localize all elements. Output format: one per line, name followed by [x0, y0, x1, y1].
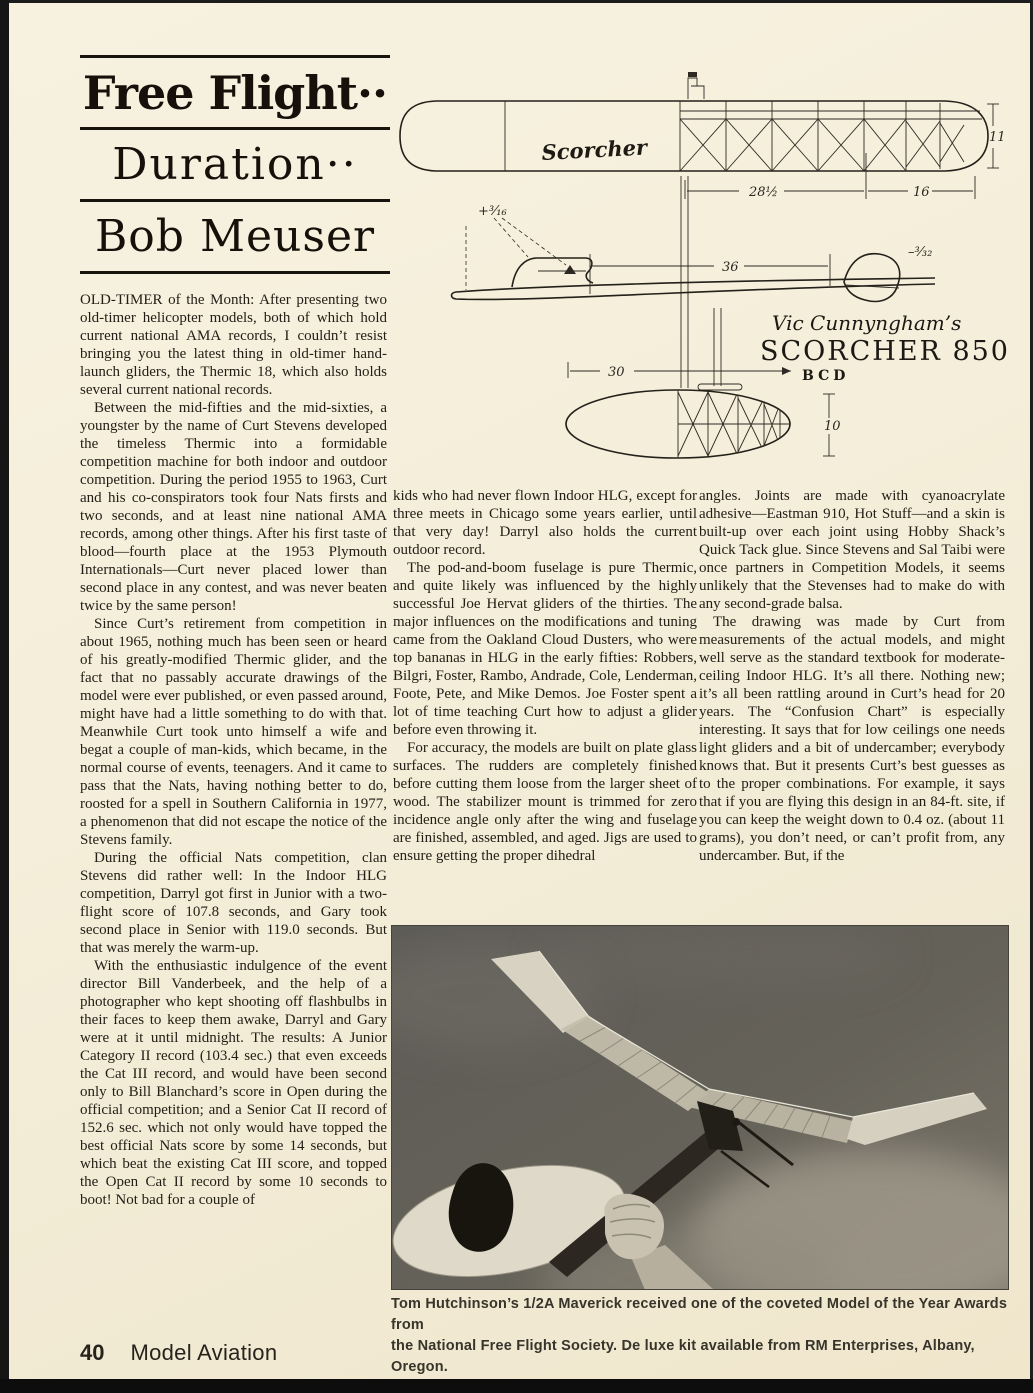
dimension-label-fin-incidence: –³⁄₃₂: [908, 245, 933, 260]
drawing-credit: Vic Cunnyngham’s: [772, 311, 962, 335]
dimension-label-fuselage-length: 36: [722, 260, 739, 275]
page-number: 40: [80, 1340, 105, 1365]
magazine-title: Model Aviation: [130, 1340, 278, 1365]
drawing-title: SCORCHER 850: [760, 336, 1010, 367]
photo-caption-line-2: the National Free Flight Society. De luxe kit available from RM Enterprises, Albany, Oregon.: [391, 1338, 975, 1375]
page-footer: [80, 1340, 277, 1366]
wing-name-script: Scorcher: [540, 134, 648, 165]
scan-edge-bottom: [0, 1379, 1033, 1393]
paragraph: With the enthusiastic indulgence of the event director Bill Vanderbeek, and the help of a photographer who kept shooting off flashbulbs in their faces to keep them awake, Darryl and Gary were at it until midnight. The results: A Junior Category II record (103.4 sec.) that even exceeds the Cat III record, and would have been second only to Bill Blanchard’s score in Open during the official competition; and a Senior Cat II record of 152.6 sec. which not only would have topped the best official Nats score by some 14 seconds, but which beat the existing Cat III score, and topped the Open Cat II record by some 10 seconds to boot! Not bad for a couple of: [80, 958, 387, 1208]
fin-outline: [844, 254, 900, 302]
stab-rib-truss: [678, 390, 790, 458]
paragraph: The drawing was made by Curt from measurements of the actual models, and might well serve as the standard textbook for moderate-ceiling Indoor HLG. It’s all there. Nothing new; it’s all been rattling around in Curt’s head for 20 years. The “Confusion Chart” is especially interesting. It says that for low ceilings one needs light gliders and a bit of undercamber; everybody knows that. But it presents Curt’s best guesses as to the proper combinations. For example, it says that if you are flying this design in an 84-ft. site, if you can keep the weight down to 0.4 oz. (about 11 grams), you don’t need, or can’t profit from, any undercamber. But, if the: [699, 614, 1005, 864]
hook-detail: [688, 72, 704, 99]
paragraph: During the official Nats competition, clan Stevens did rather well: In the Indoor HLG competition, Darryl got first in Junior with a two-flight score of 107.8 seconds, and Gary took second place in Senior with 119.0 seconds. But that was merely the warm-up.: [80, 850, 387, 956]
scan-edge-left: [0, 0, 9, 1393]
wing-plan-view: [400, 101, 988, 171]
masthead-author: Bob Meuser: [94, 211, 376, 262]
article-column-3: [699, 487, 1005, 923]
trim-arrow: [564, 265, 576, 274]
scan-edge-top: [0, 0, 1033, 3]
article-column-2: [393, 487, 697, 923]
dimension-label-stab-span: 30: [608, 365, 625, 380]
dimension-label-wing-chord: 11: [989, 130, 1006, 145]
scorcher-plan-drawing: [392, 68, 1010, 480]
masthead-line-2: Duration··: [112, 139, 358, 190]
paragraph: kids who had never flown Indoor HLG, except for three meets in Chicago some years earlier, until that very day! Darryl also holds the current outdoor record.: [393, 488, 697, 558]
paragraph: angles. Joints are made with cyanoacrylate adhesive—Eastman 910, Hot Stuff—and a skin is built-up over each joint using Hobby Shack’s Quick Tack glue. Since Stevens and Sal Taibi were once partners in Competition Models, it seems unlikely that the Stevenses had to make do with any second-grade balsa.: [699, 488, 1005, 612]
dimension-label-stab-chord: 10: [824, 419, 841, 434]
photo-caption-line-1: Tom Hutchinson’s 1/2A Maverick received one of the coveted Model of the Year Awards from: [391, 1296, 1008, 1333]
photo-caption: [391, 1294, 1009, 1378]
paragraph: Since Curt’s retirement from competition in about 1965, nothing much has been seen or heard of his greatly-modified Thermic glider, and the fact that no passably accurate drawings of the model were ever published, or even passed around, might have had a little something to do with that. Meanwhile Curt took unto himself a wife and begat a couple of man-kids, which became, in the normal course of events, teenagers. And it came to pass that the Nats, having nothing better to do, roosted for a spell in Southern California in 1977, a phenomenon that did not escape the notice of the Stevens family.: [80, 616, 387, 848]
paragraph: OLD-TIMER of the Month: After presenting two old-timer helicopter models, both of which hold current national AMA records, I couldn’t resist bringing you the latest thing in old-timer hand-launch gliders, the Thermic 18, which also holds several current national records.: [80, 292, 387, 398]
dimension-label-wing-tip: 16: [913, 185, 930, 200]
drawing-title-block: [760, 311, 1010, 384]
masthead-rule: [80, 271, 390, 274]
paragraph: For accuracy, the models are built on plate glass surfaces. The rudders are completely finished before cutting them loose from the larger sheet of wood. The stabilizer mount is trimmed for zero incidence angle only after the wing and fuselage are finished, assembled, and aged. Jigs are used to ensure getting the proper dihedral: [393, 740, 697, 864]
paragraph: Between the mid-fifties and the mid-sixties, a youngster by the name of Curt Stevens developed the timeless Thermic into a formidable competition machine for both indoor and outdoor competition. During the period 1955 to 1963, Curt and his co-conspirators took four Nats firsts and two seconds, and at least nine national AMA records, among other things. After his first taste of blood—fourth place at the 1953 Plymouth Internationals—Curt never placed lower than second place in any contest, and was never beaten twice by the same person!: [80, 400, 387, 614]
article-column-1: [80, 291, 387, 1345]
masthead: [80, 55, 390, 274]
dimension-label-wing-panel: 28½: [749, 185, 779, 200]
masthead-line-1: Free Flight··: [82, 65, 388, 120]
drawing-subtitle: BCD: [802, 368, 850, 384]
paragraph: The pod-and-boom fuselage is pure Thermic, and quite likely was influenced by the highly successful Joe Hervat gliders of the thirties. The major influences on the modifications and tuning came from the Oakland Cloud Dusters, who were top bananas in HLG in the early fifties: Robbers, Bilgri, Foster, Rambo, Andrade, Cole, Lenderman, Foote, Pete, and Mike Demos. Joe Foster spent a lot of time teaching Curt how to adjust a glider before even throwing it.: [393, 560, 697, 738]
photo-maverick-glider: [391, 925, 1009, 1290]
dimension-label-pylon-incidence: +³⁄₁₆: [478, 204, 507, 219]
fuselage-side-view: [452, 204, 936, 301]
wing-rib-truss: [680, 101, 964, 171]
photo-artwork: [391, 925, 1009, 1290]
technical-drawing: [392, 68, 1010, 480]
